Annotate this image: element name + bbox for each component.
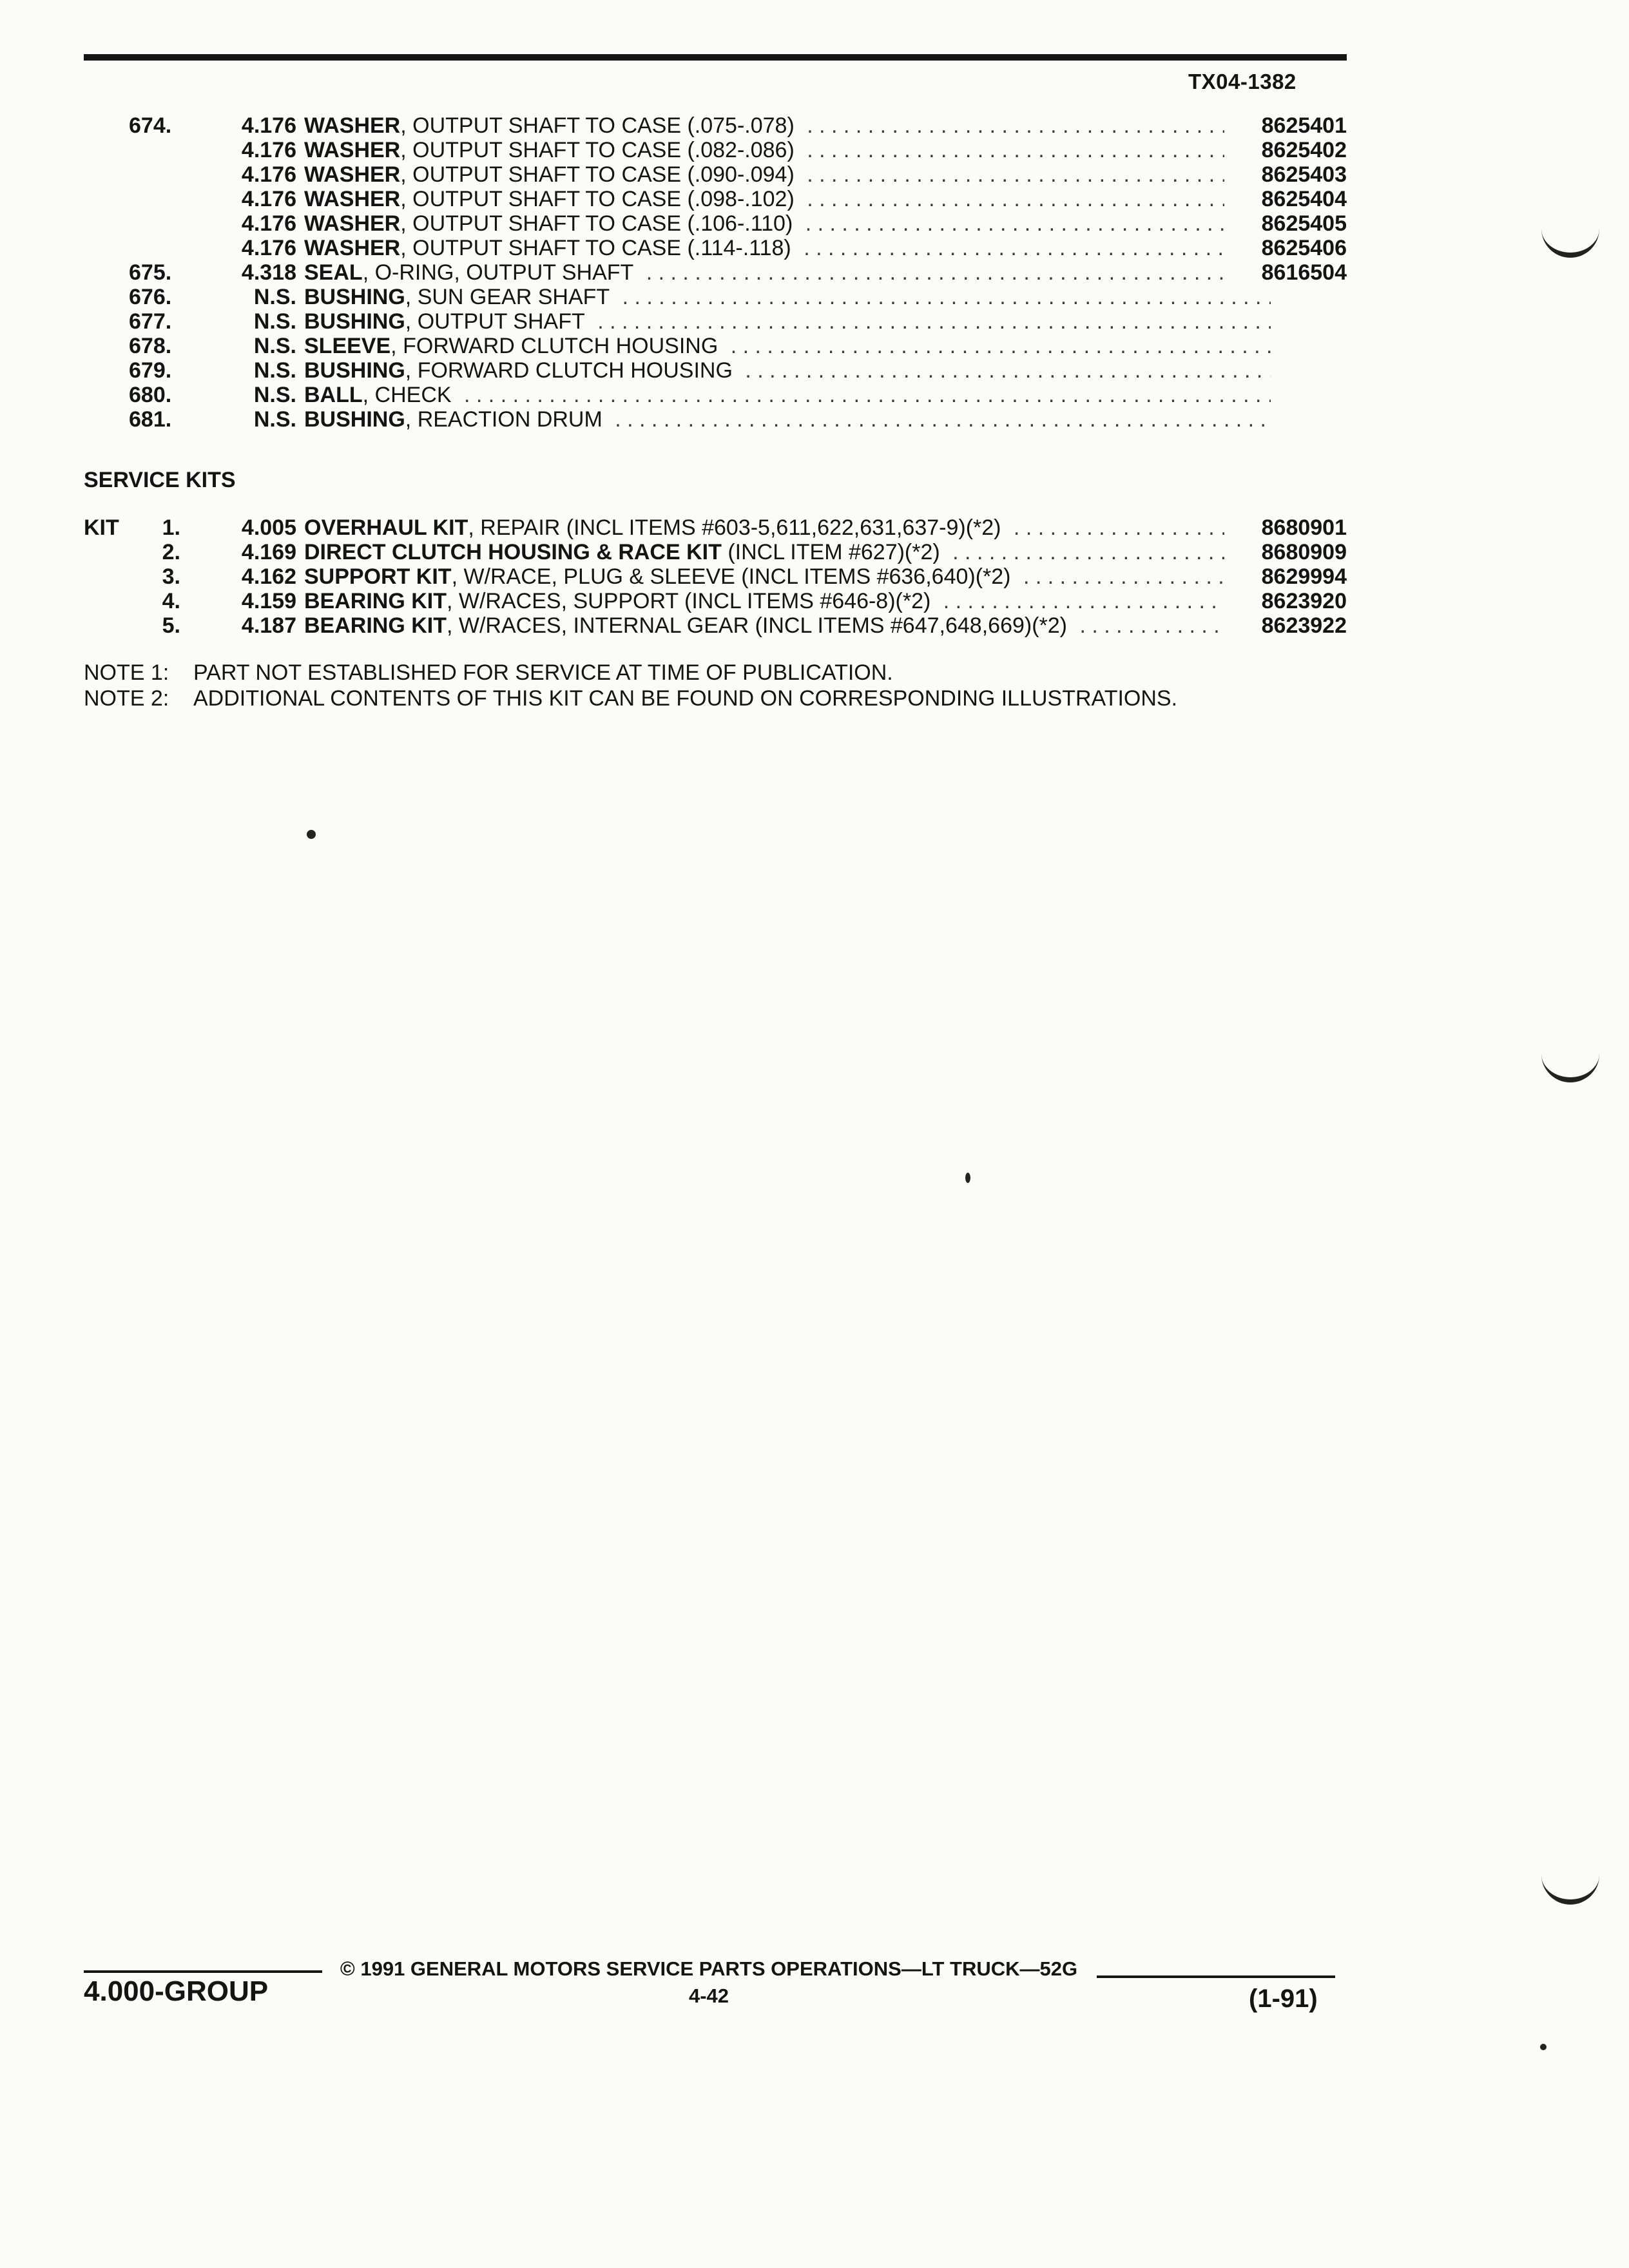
kit-row (84, 540, 1347, 564)
note-label: NOTE 2: (84, 686, 169, 711)
part-description (304, 162, 1271, 187)
item-number: 679. (129, 358, 172, 383)
part-name: WASHER (304, 236, 401, 260)
part-name: WASHER (304, 138, 401, 162)
part-row (84, 383, 1347, 407)
part-description (304, 285, 1271, 309)
kit-name: BEARING KIT (304, 589, 447, 613)
part-number: 8623922 (1224, 613, 1347, 638)
group-title: 4.000-GROUP (84, 1975, 269, 2007)
page-number: 4-42 (688, 1984, 729, 2007)
kit-name: SUPPORT KIT (304, 564, 452, 589)
part-detail: , OUTPUT SHAFT TO CASE (.075-.078) (400, 113, 795, 138)
service-kits-list (84, 515, 1347, 638)
item-number: 681. (129, 407, 172, 432)
part-name: BUSHING (304, 285, 405, 309)
note-line (84, 660, 1177, 686)
kit-description (304, 589, 1271, 613)
part-description (304, 236, 1271, 260)
group-number: N.S. (253, 285, 296, 309)
part-row (84, 211, 1347, 236)
part-description (304, 260, 1271, 285)
kit-detail: , REPAIR (INCL ITEMS #603-5,611,622,631,637-9)(*2) (468, 515, 1001, 540)
part-number: 8625402 (1224, 138, 1347, 162)
part-detail: , SUN GEAR SHAFT (405, 285, 610, 309)
part-description-text (304, 358, 739, 383)
part-row (84, 260, 1347, 285)
part-description (304, 113, 1271, 138)
group-number: N.S. (253, 407, 296, 432)
part-detail: , FORWARD CLUTCH HOUSING (405, 358, 733, 383)
part-number: 8625405 (1224, 211, 1347, 236)
item-number: 678. (129, 334, 172, 358)
footer-rule-right (1097, 1975, 1335, 1978)
group-number: N.S. (253, 334, 296, 358)
part-description-text (304, 211, 799, 236)
part-description (304, 334, 1271, 358)
part-row (84, 334, 1347, 358)
part-detail: , FORWARD CLUTCH HOUSING (390, 334, 718, 358)
kit-name: BEARING KIT (304, 613, 447, 638)
part-detail: , OUTPUT SHAFT TO CASE (.106-.110) (400, 211, 793, 236)
group-number: 4.176 (241, 138, 296, 162)
kit-number: 4. (162, 589, 180, 613)
part-description-text (304, 334, 724, 358)
group-number: 4.169 (241, 540, 296, 564)
kit-row (84, 564, 1347, 589)
group-number: N.S. (253, 358, 296, 383)
kit-number: 2. (162, 540, 180, 564)
group-number: 4.318 (241, 260, 296, 285)
kit-description (304, 564, 1271, 589)
part-name: BUSHING (304, 358, 405, 383)
kit-label: KIT (84, 515, 119, 540)
part-description-text (304, 383, 458, 407)
kit-number: 5. (162, 613, 180, 638)
part-description (304, 383, 1271, 407)
part-name: BUSHING (304, 309, 405, 334)
part-description-text (304, 260, 640, 285)
group-number: 4.176 (241, 236, 296, 260)
part-number: 8625403 (1224, 162, 1347, 187)
kit-row (84, 515, 1347, 540)
part-number: 8625406 (1224, 236, 1347, 260)
service-kits-heading: SERVICE KITS (84, 468, 236, 492)
part-detail: , CHECK (362, 383, 452, 407)
part-detail: , OUTPUT SHAFT TO CASE (.090-.094) (400, 162, 795, 187)
group-number: 4.159 (241, 589, 296, 613)
scan-speck (307, 830, 316, 839)
scan-speck (1540, 2044, 1547, 2050)
part-description (304, 187, 1271, 211)
part-name: BALL (304, 383, 363, 407)
group-number: 4.176 (241, 113, 296, 138)
kit-description-text (304, 515, 1007, 540)
group-number: 4.005 (241, 515, 296, 540)
kit-description (304, 613, 1271, 638)
part-description (304, 358, 1271, 383)
binder-hole-mark (1541, 227, 1599, 258)
part-description-text (304, 236, 798, 260)
item-number: 675. (129, 260, 172, 285)
part-number: 8616504 (1224, 260, 1347, 285)
binder-hole-mark (1541, 1052, 1599, 1082)
group-number: 4.176 (241, 187, 296, 211)
scan-speck (965, 1173, 970, 1183)
item-number: 677. (129, 309, 172, 334)
group-number: 4.176 (241, 211, 296, 236)
part-description-text (304, 113, 801, 138)
part-name: SLEEVE (304, 334, 391, 358)
kit-description-text (304, 540, 947, 564)
parts-list (84, 113, 1347, 432)
part-description-text (304, 309, 592, 334)
kit-detail: , W/RACES, SUPPORT (INCL ITEMS #646-8)(*2) (447, 589, 931, 613)
part-description-text (304, 162, 801, 187)
part-detail: , OUTPUT SHAFT TO CASE (.098-.102) (400, 187, 795, 211)
part-row (84, 309, 1347, 334)
part-description-text (304, 187, 801, 211)
date-code: (1-91) (1249, 1984, 1318, 2013)
item-number: 676. (129, 285, 172, 309)
kit-name: OVERHAUL KIT (304, 515, 468, 540)
part-name: WASHER (304, 162, 401, 187)
note-text: ADDITIONAL CONTENTS OF THIS KIT CAN BE FOUND ON CORRESPONDING ILLUSTRATIONS. (193, 686, 1178, 711)
kit-number: 1. (162, 515, 180, 540)
kit-number: 3. (162, 564, 180, 589)
part-description-text (304, 285, 616, 309)
kit-description (304, 515, 1271, 540)
copyright-line: © 1991 GENERAL MOTORS SERVICE PARTS OPERATIONS—LT TRUCK—52G (340, 1957, 1078, 1980)
group-number: N.S. (253, 309, 296, 334)
part-description (304, 138, 1271, 162)
kit-row (84, 613, 1347, 638)
kit-name: DIRECT CLUTCH HOUSING & RACE KIT (304, 540, 722, 564)
part-number: 8629994 (1224, 564, 1347, 589)
part-description (304, 309, 1271, 334)
part-number: 8623920 (1224, 589, 1347, 613)
kit-detail: , W/RACE, PLUG & SLEEVE (INCL ITEMS #636,640)(*2) (451, 564, 1011, 589)
item-number: 674. (129, 113, 172, 138)
part-detail: , OUTPUT SHAFT (405, 309, 585, 334)
group-number: 4.176 (241, 162, 296, 187)
part-row (84, 162, 1347, 187)
part-number: 8625401 (1224, 113, 1347, 138)
note-label: NOTE 1: (84, 660, 169, 685)
header-rule (84, 54, 1347, 61)
part-row (84, 285, 1347, 309)
group-number: 4.187 (241, 613, 296, 638)
part-row (84, 187, 1347, 211)
group-number: 4.162 (241, 564, 296, 589)
kit-description (304, 540, 1271, 564)
part-description-text (304, 138, 801, 162)
part-number: 8680909 (1224, 540, 1347, 564)
kit-row (84, 589, 1347, 613)
part-description (304, 211, 1271, 236)
part-detail: , OUTPUT SHAFT TO CASE (.114-.118) (400, 236, 791, 260)
note-text: PART NOT ESTABLISHED FOR SERVICE AT TIME OF PUBLICATION. (193, 660, 893, 685)
item-number: 680. (129, 383, 172, 407)
part-number: 8680901 (1224, 515, 1347, 540)
part-name: WASHER (304, 113, 401, 138)
part-detail: , O-RING, OUTPUT SHAFT (362, 260, 634, 285)
part-name: SEAL (304, 260, 363, 285)
kit-description-text (304, 613, 1074, 638)
part-row (84, 358, 1347, 383)
part-name: WASHER (304, 211, 401, 236)
part-name: WASHER (304, 187, 401, 211)
group-number: N.S. (253, 383, 296, 407)
part-row (84, 113, 1347, 138)
part-detail: , REACTION DRUM (405, 407, 602, 432)
part-name: BUSHING (304, 407, 405, 432)
footer-rule-left (84, 1970, 322, 1973)
part-row (84, 236, 1347, 260)
kit-description-text (304, 589, 937, 613)
binder-hole-mark (1541, 1874, 1599, 1905)
notes (84, 660, 1177, 711)
part-number: 8625404 (1224, 187, 1347, 211)
part-row (84, 138, 1347, 162)
kit-detail: , W/RACES, INTERNAL GEAR (INCL ITEMS #647,648,669)(*2) (447, 613, 1067, 638)
part-description-text (304, 407, 609, 432)
note-line (84, 686, 1177, 711)
part-description (304, 407, 1271, 432)
document-id: TX04-1382 (1188, 70, 1296, 93)
part-row (84, 407, 1347, 432)
kit-detail: (INCL ITEM #627)(*2) (721, 540, 940, 564)
part-detail: , OUTPUT SHAFT TO CASE (.082-.086) (400, 138, 795, 162)
kit-description-text (304, 564, 1017, 589)
